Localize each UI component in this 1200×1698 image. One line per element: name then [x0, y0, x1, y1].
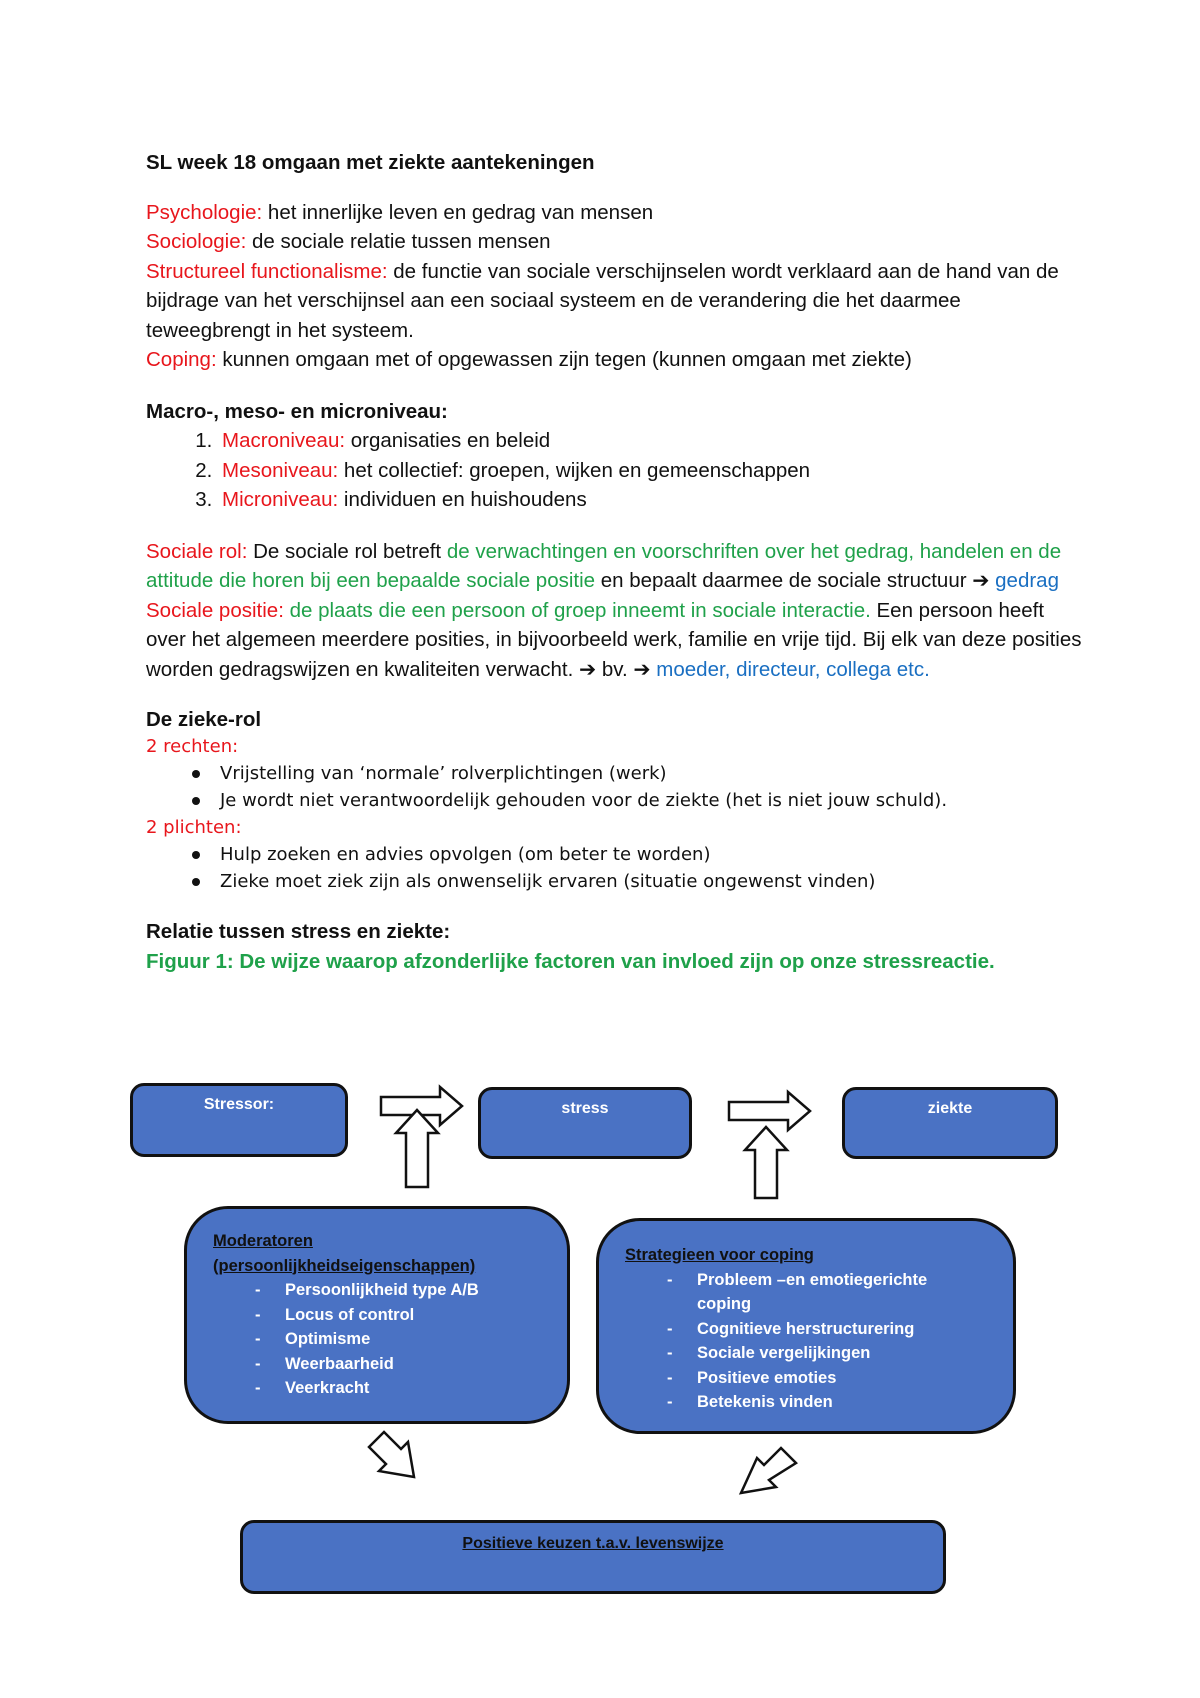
sociale-positie-paragraph: Sociale positie: de plaats die een persoon of groep inneemt in sociale interactie. Een persoon heeft over het algemeen meerdere posities, in bijvoorbeeld werk, familie en vrije tijd. Bij elk van deze posities worden gedragswijzen en kwaliteiten verwacht. ➔ bv. ➔ moeder, directeur, collega etc.	[146, 598, 1082, 681]
list-item: Zieke moet ziek zijn als onwenselijk ervaren (situatie ongewenst vinden)	[188, 868, 1086, 895]
list-item: - Locus of control	[255, 1303, 545, 1328]
document-title: SL week 18 omgaan met ziekte aantekeningen	[146, 151, 595, 174]
stress-heading: Relatie tussen stress en ziekte:	[146, 920, 451, 943]
down-right-arrow-icon	[369, 1432, 414, 1477]
down-left-arrow-icon	[741, 1448, 796, 1493]
term-psychologie: Psychologie:	[146, 200, 263, 224]
rechten-label: 2 rechten:	[146, 736, 239, 757]
stressor-box: Stressor:	[130, 1083, 348, 1157]
list-item: 2. Mesoniveau: het collectief: groepen, wijken en gemeenschappen	[218, 456, 1086, 486]
list-item: - Optimisme	[255, 1327, 545, 1352]
definition-coping: Coping: kunnen omgaan met of opgewassen zijn tegen (kunnen omgaan met ziekte)	[146, 348, 912, 371]
term-coping: Coping:	[146, 348, 217, 371]
list-item: - Betekenis vinden	[667, 1390, 991, 1415]
definition-sociologie: Sociologie: de sociale relatie tussen mensen	[146, 230, 551, 253]
plichten-label: 2 plichten:	[146, 817, 242, 838]
ziekte-box: ziekte	[842, 1087, 1058, 1159]
list-item: Hulp zoeken en advies opvolgen (om beter te worden)	[188, 841, 1086, 868]
list-item: 1. Macroniveau: organisaties en beleid	[218, 426, 1086, 456]
term-sociologie: Sociologie:	[146, 230, 247, 253]
stress-box: stress	[478, 1087, 692, 1159]
list-item: - Cognitieve herstructurering	[667, 1317, 991, 1342]
up-arrow-icon	[745, 1127, 787, 1198]
zieke-rol-heading: De zieke-rol	[146, 708, 262, 731]
list-item: 3. Microniveau: individuen en huishoudens	[218, 485, 1086, 515]
definition-psychologie: Psychologie: het innerlijke leven en gedrag van mensen	[146, 200, 654, 224]
list-item: - Weerbaarheid	[255, 1352, 545, 1377]
term-structureel-functionalisme: Structureel functionalisme:	[146, 259, 388, 283]
right-arrow-icon	[729, 1092, 810, 1130]
definition-structureel-functionalisme: Structureel functionalisme: de functie van sociale verschijnselen wordt verklaard aan de hand van de bijdrage van het verschijnsel aan een sociaal systeem en de verandering die het daarmee teweegbrengt in het systeem.	[146, 259, 1059, 342]
moderatoren-title: Moderatoren (persoonlijkheidseigenschappen)	[213, 1232, 476, 1275]
list-item: - Sociale vergelijkingen	[667, 1341, 991, 1366]
sociale-rol-paragraph: Sociale rol: De sociale rol betreft de verwachtingen en voorschriften over het gedrag, handelen en de attitude die horen bij een bepaalde sociale positie en bepaalt daarmee de sociale structuur ➔ gedrag	[146, 539, 1062, 592]
list-item: - Veerkracht	[255, 1376, 545, 1401]
arrow-icon: ➔	[972, 569, 990, 592]
arrow-icon: ➔	[579, 657, 597, 681]
coping-title: Strategieen voor coping	[625, 1246, 814, 1264]
levels-heading: Macro-, meso- en microniveau:	[146, 399, 448, 423]
figure-caption: Figuur 1: De wijze waarop afzonderlijke factoren van invloed zijn op onze stressreactie.	[146, 949, 995, 973]
list-item: - Positieve emoties	[667, 1366, 991, 1391]
positieve-keuzen-box: Positieve keuzen t.a.v. levenswijze	[240, 1520, 946, 1594]
list-item: Vrijstelling van ‘normale’ rolverplichtingen (werk)	[188, 760, 1086, 787]
list-item: Je wordt niet verantwoordelijk gehouden voor de ziekte (het is niet jouw schuld).	[188, 787, 1086, 814]
arrow-icon: ➔	[633, 657, 651, 681]
up-arrow-icon	[396, 1110, 438, 1187]
list-item: - Persoonlijkheid type A/B	[255, 1278, 545, 1303]
list-item: - Probleem –en emotiegerichte coping	[667, 1268, 947, 1317]
